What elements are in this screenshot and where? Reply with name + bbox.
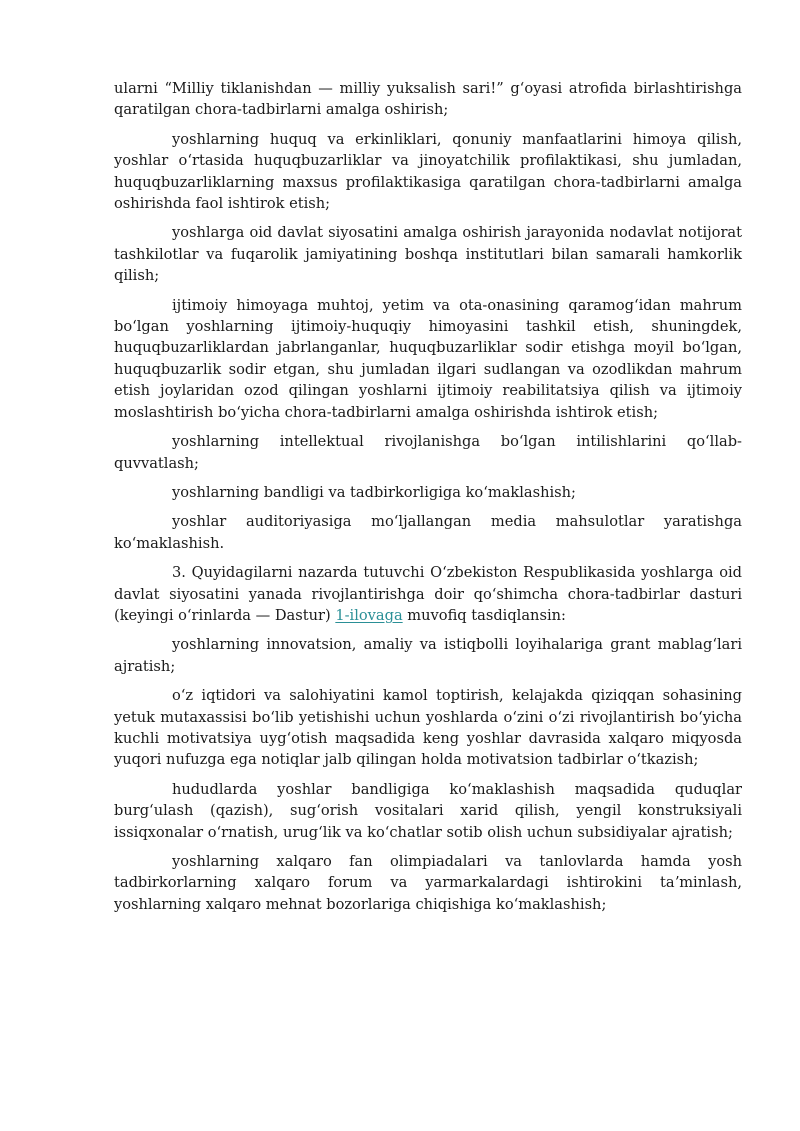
paragraph-12: yoshlarning xalqaro fan olimpiadalari va tanlovlarda hamda yosh tadbirkorlarning xalqaro forum va yarmarkalardagi ishtirokini taʼminlash, yoshlarning xalqaro mehnat bozorlariga chiqishiga koʻmaklashish; — [114, 853, 742, 913]
paragraph-3: yoshlarga oid davlat siyosatini amalga oshirish jarayonida nodavlat notijorat tashkilotlar va fuqarolik jamiyatining boshqa institutlari bilan samarali hamkorlik qilish; — [114, 224, 742, 285]
paragraph-10: oʻz iqtidori va salohiyatini kamol toptirish, kelajakda qiziqqan sohasining yetuk mutaxassisi boʻlib yetishishi uchun yoshlarda oʻzini oʻzi rivojlantirish boʻyicha kuchli motivatsiya uygʻotish maqsadida keng yoshlar davrasida xalqaro miqyosda yuqori nufuzga ega notiqlar jalb qilingan holda motivatsion tadbirlar oʻtkazish; — [114, 687, 742, 769]
paragraph-5: yoshlarning intellektual rivojlanishga boʻlgan intilishlarini qoʻllab-quvvatlash; — [114, 433, 742, 472]
paragraph-8-text-after: muvofiq tasdiqlansin: — [402, 606, 566, 624]
paragraph-1: ularni “Milliy tiklanishdan — milliy yuksalish sari!” gʻoyasi atrofida birlashtirishga qaratilgan chora-tadbirlarni amalga oshirish; — [114, 80, 742, 119]
annex-1-link[interactable]: 1-ilovaga — [335, 606, 403, 624]
paragraph-9: yoshlarning innovatsion, amaliy va istiqbolli loyihalariga grant mablagʻlari ajratish; — [114, 636, 742, 675]
paragraph-8-item-3 — [114, 562, 742, 626]
paragraph-6: yoshlarning bandligi va tadbirkorligiga koʻmaklashish; — [172, 483, 576, 501]
paragraph-11: hududlarda yoshlar bandligiga koʻmaklashish maqsadida quduqlar burgʻulash (qazish), sugʻorish vositalari xarid qilish, yengil konstruksiyali issiqxonalar oʻrnatish, urugʻlik va koʻchatlar sotib olish uchun subsidiyalar ajratish; — [114, 780, 742, 841]
paragraph-4: ijtimoiy himoyaga muhtoj, yetim va ota-onasining qaramogʻidan mahrum boʻlgan yoshlarning ijtimoiy-huquqiy himoyasini tashkil etish, shuningdek, huquqbuzarliklardan jabrlanganlar, huquqbuzarliklar sodir etishga moyil boʻlgan, huquqbuzarlik sodir etgan, shu jumladan ilgari sudlangan va ozodlikdan mahrum etish joylaridan ozod qilingan yoshlarni ijtimoiy reabilitatsiya qilish va ijtimoiy moslashtirish boʻyicha chora-tadbirlarni amalga oshirishda ishtirok etish; — [114, 296, 742, 421]
paragraph-2: yoshlarning huquq va erkinliklari, qonuniy manfaatlarini himoya qilish, yoshlar oʻrtasida huquqbuzarliklar va jinoyatchilik profilaktikasi, shu jumladan, huquqbuzarliklarning maxsus profilaktikasiga qaratilgan chora-tadbirlarni amalga oshirishda faol ishtirok etish; — [114, 130, 742, 213]
paragraph-8-text-before: 3. Quyidagilarni nazarda tutuvchi Oʻzbekiston Respublikasida yoshlarga oid davlat siyosatini yanada rivojlantirishga doir qoʻshimcha chora-tadbirlar dasturi (keyingi oʻrinlarda — Dastur) — [114, 564, 742, 624]
document-page — [114, 78, 742, 923]
paragraph-7: yoshlar auditoriyasiga moʻljallangan media mahsulotlar yaratishga koʻmaklashish. — [114, 513, 742, 552]
